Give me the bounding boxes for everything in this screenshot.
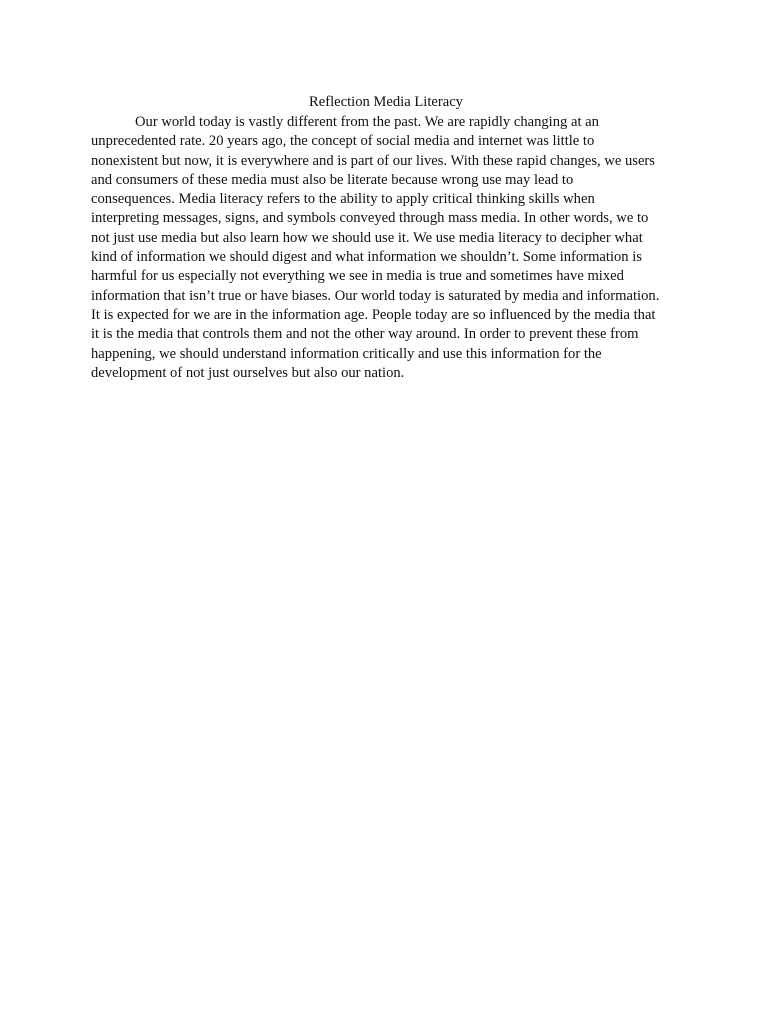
- paragraph-line: it is the media that controls them and not the other way around. In order to prevent these from: [91, 326, 639, 343]
- paragraph-line: harmful for us especially not everything we see in media is true and sometimes have mixed: [91, 268, 624, 285]
- paragraph-line: happening, we should understand information critically and use this information for the: [91, 345, 602, 362]
- paragraph-line: kind of information we should digest and what information we shouldn’t. Some information is: [91, 249, 642, 266]
- document-title: Reflection Media Literacy: [309, 94, 463, 110]
- paragraph-line: consequences. Media literacy refers to the ability to apply critical thinking skills when: [91, 191, 595, 208]
- body-paragraph: [91, 113, 681, 383]
- document-content: [91, 92, 681, 383]
- paragraph-line: interpreting messages, signs, and symbols conveyed through mass media. In other words, we to: [91, 210, 649, 227]
- paragraph-line: unprecedented rate. 20 years ago, the concept of social media and internet was little to: [91, 133, 595, 150]
- paragraph-line: development of not just ourselves but also our nation.: [91, 364, 405, 381]
- paragraph-line: not just use media but also learn how we should use it. We use media literacy to decipher what: [91, 229, 643, 246]
- paragraph-line: Our world today is vastly different from the past. We are rapidly changing at an: [135, 114, 599, 130]
- paragraph-line: It is expected for we are in the information age. People today are so influenced by the media that: [91, 306, 656, 323]
- paragraph-line: and consumers of these media must also be literate because wrong use may lead to: [91, 171, 574, 188]
- paragraph-line: information that isn’t true or have biases. Our world today is saturated by media and information.: [91, 287, 660, 304]
- paragraph-line: nonexistent but now, it is everywhere and is part of our lives. With these rapid changes, we users: [91, 152, 655, 169]
